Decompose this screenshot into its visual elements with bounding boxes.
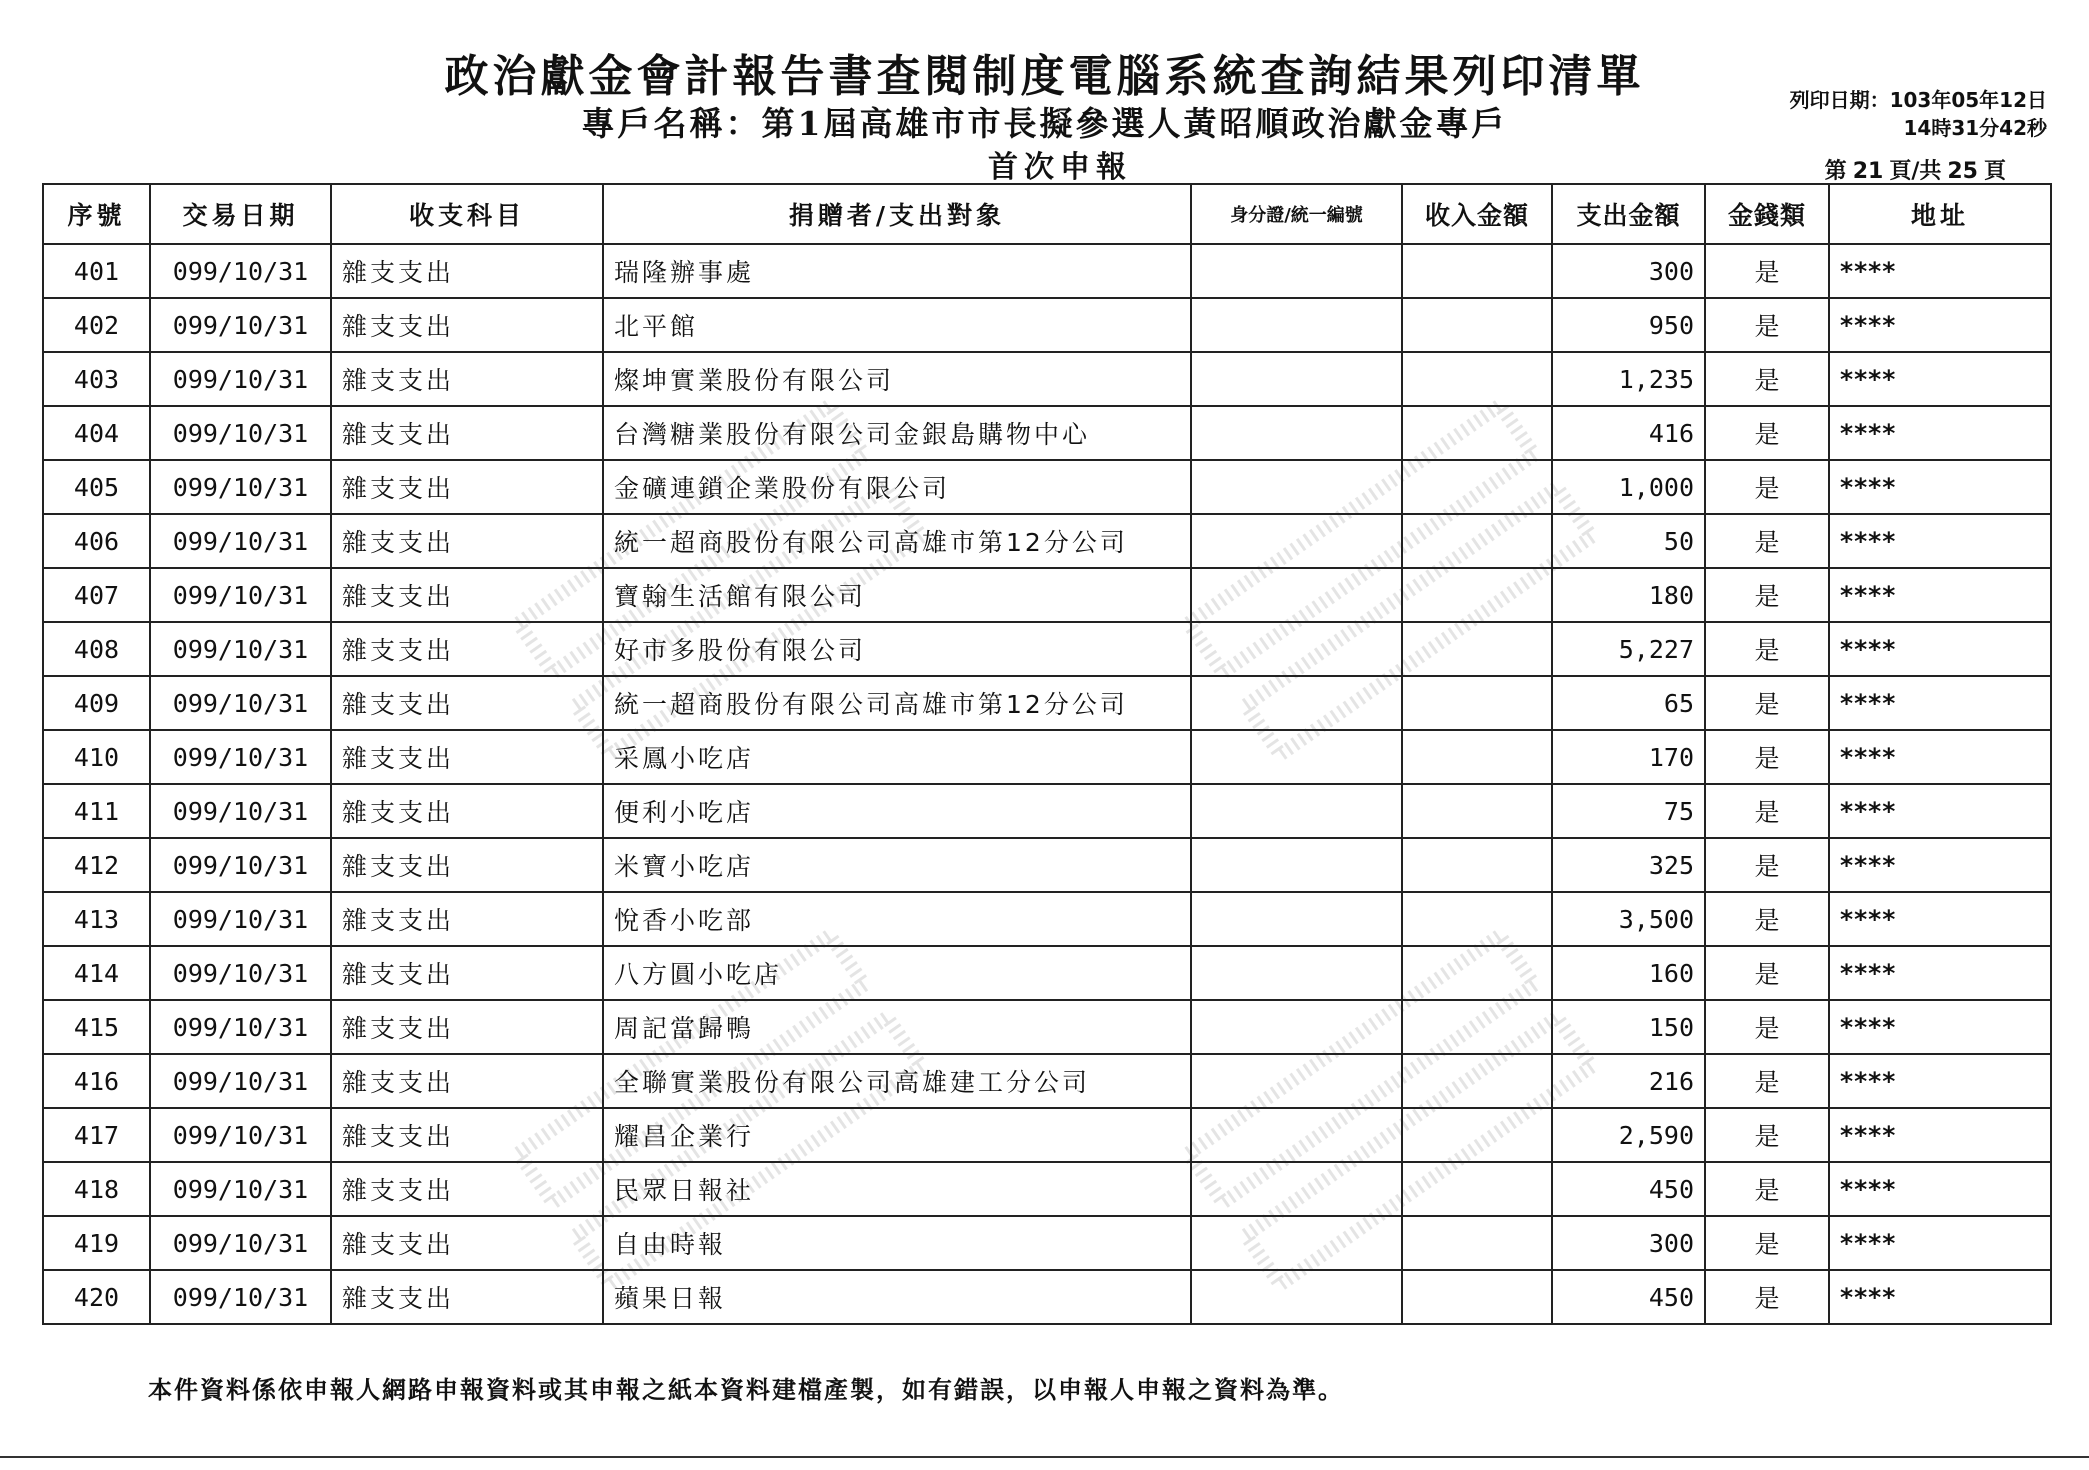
cell-income: [1402, 1108, 1552, 1162]
cell-category: 雜支支出: [331, 352, 603, 406]
cell-category: 雜支支出: [331, 1270, 603, 1324]
account-line: [0, 98, 2089, 145]
cell-party: 八方圓小吃店: [603, 946, 1191, 1000]
cell-id: [1191, 1216, 1402, 1270]
cell-id: [1191, 460, 1402, 514]
cell-date: 099/10/31: [150, 406, 331, 460]
cell-income: [1402, 676, 1552, 730]
cell-no: 419: [43, 1216, 150, 1270]
cell-category: 雜支支出: [331, 892, 603, 946]
cell-expense: 416: [1552, 406, 1705, 460]
cell-address: ****: [1829, 1108, 2051, 1162]
cell-date: 099/10/31: [150, 1108, 331, 1162]
cell-address: ****: [1829, 1270, 2051, 1324]
cell-id: [1191, 676, 1402, 730]
cell-no: 406: [43, 514, 150, 568]
cell-id: [1191, 1108, 1402, 1162]
table-row: [43, 406, 2051, 460]
footer-note: 本件資料係依申報人網路申報資料或其申報之紙本資料建檔產製，如有錯誤，以申報人申報之資料為準。: [148, 1375, 1344, 1404]
cell-category: 雜支支出: [331, 568, 603, 622]
cell-id: [1191, 838, 1402, 892]
cell-cash: 是: [1705, 1162, 1829, 1216]
cell-no: 411: [43, 784, 150, 838]
page-middle: 頁/共: [1889, 159, 1942, 184]
cell-date: 099/10/31: [150, 784, 331, 838]
cell-date: 099/10/31: [150, 676, 331, 730]
account-name: 第1屆高雄市市長擬參選人黃昭順政治獻金專戶: [761, 104, 1508, 143]
cell-cash: 是: [1705, 1000, 1829, 1054]
cell-income: [1402, 244, 1552, 298]
cell-cash: 是: [1705, 568, 1829, 622]
cell-date: 099/10/31: [150, 892, 331, 946]
cell-category: 雜支支出: [331, 460, 603, 514]
cell-income: [1402, 352, 1552, 406]
cell-expense: 450: [1552, 1162, 1705, 1216]
cell-id: [1191, 946, 1402, 1000]
cell-address: ****: [1829, 244, 2051, 298]
cell-category: 雜支支出: [331, 406, 603, 460]
table-row: [43, 892, 2051, 946]
print-time: 14時31分42秒: [1903, 116, 2047, 140]
cell-party: 民眾日報社: [603, 1162, 1191, 1216]
cell-address: ****: [1829, 838, 2051, 892]
cell-category: 雜支支出: [331, 1054, 603, 1108]
cell-expense: 2,590: [1552, 1108, 1705, 1162]
cell-id: [1191, 406, 1402, 460]
table-row: [43, 1108, 2051, 1162]
cell-date: 099/10/31: [150, 1162, 331, 1216]
cell-date: 099/10/31: [150, 730, 331, 784]
cell-cash: 是: [1705, 1270, 1829, 1324]
cell-party: 周記當歸鴨: [603, 1000, 1191, 1054]
cell-cash: 是: [1705, 730, 1829, 784]
cell-cash: 是: [1705, 298, 1829, 352]
col-header-address: 地址: [1829, 184, 2051, 244]
cell-expense: 1,000: [1552, 460, 1705, 514]
cell-address: ****: [1829, 730, 2051, 784]
cell-cash: 是: [1705, 244, 1829, 298]
cell-income: [1402, 892, 1552, 946]
table-row: [43, 622, 2051, 676]
print-date: 103年05年12日: [1889, 88, 2047, 112]
table-row: [43, 730, 2051, 784]
cell-no: 409: [43, 676, 150, 730]
cell-expense: 50: [1552, 514, 1705, 568]
table-row: [43, 1270, 2051, 1324]
cell-cash: 是: [1705, 784, 1829, 838]
cell-category: 雜支支出: [331, 244, 603, 298]
cell-id: [1191, 1054, 1402, 1108]
cell-party: 統一超商股份有限公司高雄市第12分公司: [603, 514, 1191, 568]
cell-income: [1402, 568, 1552, 622]
cell-party: 燦坤實業股份有限公司: [603, 352, 1191, 406]
cell-expense: 180: [1552, 568, 1705, 622]
cell-party: 采鳳小吃店: [603, 730, 1191, 784]
col-header-no: 序號: [43, 184, 150, 244]
cell-cash: 是: [1705, 514, 1829, 568]
cell-category: 雜支支出: [331, 946, 603, 1000]
cell-expense: 950: [1552, 298, 1705, 352]
cell-id: [1191, 1270, 1402, 1324]
cell-address: ****: [1829, 1162, 2051, 1216]
cell-income: [1402, 298, 1552, 352]
cell-date: 099/10/31: [150, 460, 331, 514]
cell-cash: 是: [1705, 1216, 1829, 1270]
cell-id: [1191, 892, 1402, 946]
cell-income: [1402, 1216, 1552, 1270]
cell-no: 408: [43, 622, 150, 676]
cell-expense: 216: [1552, 1054, 1705, 1108]
cell-no: 420: [43, 1270, 150, 1324]
cell-income: [1402, 460, 1552, 514]
cell-date: 099/10/31: [150, 1054, 331, 1108]
cell-address: ****: [1829, 946, 2051, 1000]
table-row: [43, 298, 2051, 352]
cell-party: 台灣糖業股份有限公司金銀島購物中心: [603, 406, 1191, 460]
cell-address: ****: [1829, 1000, 2051, 1054]
table-row: [43, 676, 2051, 730]
cell-no: 414: [43, 946, 150, 1000]
cell-cash: 是: [1705, 460, 1829, 514]
cell-id: [1191, 352, 1402, 406]
table-row: [43, 784, 2051, 838]
table-header-row: [43, 184, 2051, 244]
table-row: [43, 1216, 2051, 1270]
cell-no: 407: [43, 568, 150, 622]
col-header-party: 捐贈者/支出對象: [603, 184, 1191, 244]
cell-expense: 75: [1552, 784, 1705, 838]
cell-category: 雜支支出: [331, 1108, 603, 1162]
cell-address: ****: [1829, 460, 2051, 514]
cell-address: ****: [1829, 1216, 2051, 1270]
cell-expense: 300: [1552, 1216, 1705, 1270]
cell-income: [1402, 406, 1552, 460]
cell-date: 099/10/31: [150, 1216, 331, 1270]
cell-date: 099/10/31: [150, 1270, 331, 1324]
cell-expense: 160: [1552, 946, 1705, 1000]
cell-address: ****: [1829, 298, 2051, 352]
report-type: 首次申報: [988, 150, 1132, 185]
cell-address: ****: [1829, 406, 2051, 460]
cell-date: 099/10/31: [150, 352, 331, 406]
table-row: [43, 568, 2051, 622]
cell-date: 099/10/31: [150, 244, 331, 298]
cell-address: ****: [1829, 352, 2051, 406]
cell-expense: 300: [1552, 244, 1705, 298]
cell-address: ****: [1829, 622, 2051, 676]
table-row: [43, 1054, 2051, 1108]
cell-address: ****: [1829, 784, 2051, 838]
page-indicator: [1822, 154, 2009, 185]
cell-id: [1191, 730, 1402, 784]
cell-party: 北平館: [603, 298, 1191, 352]
cell-address: ****: [1829, 568, 2051, 622]
cell-no: 410: [43, 730, 150, 784]
cell-category: 雜支支出: [331, 838, 603, 892]
cell-category: 雜支支出: [331, 784, 603, 838]
cell-income: [1402, 730, 1552, 784]
cell-cash: 是: [1705, 946, 1829, 1000]
cell-no: 412: [43, 838, 150, 892]
cell-cash: 是: [1705, 352, 1829, 406]
cell-party: 統一超商股份有限公司高雄市第12分公司: [603, 676, 1191, 730]
table-row: [43, 946, 2051, 1000]
cell-date: 099/10/31: [150, 298, 331, 352]
ledger-body: [43, 244, 2051, 1324]
page-current: 21: [1852, 159, 1884, 184]
cell-category: 雜支支出: [331, 1000, 603, 1054]
cell-cash: 是: [1705, 838, 1829, 892]
cell-date: 099/10/31: [150, 568, 331, 622]
col-header-income: 收入金額: [1402, 184, 1552, 244]
cell-party: 好市多股份有限公司: [603, 622, 1191, 676]
cell-address: ****: [1829, 514, 2051, 568]
cell-address: ****: [1829, 676, 2051, 730]
cell-expense: 150: [1552, 1000, 1705, 1054]
cell-income: [1402, 1162, 1552, 1216]
table-row: [43, 460, 2051, 514]
cell-income: [1402, 514, 1552, 568]
cell-id: [1191, 1162, 1402, 1216]
col-header-category: 收支科目: [331, 184, 603, 244]
cell-no: 405: [43, 460, 150, 514]
cell-party: 米寶小吃店: [603, 838, 1191, 892]
cell-expense: 65: [1552, 676, 1705, 730]
cell-date: 099/10/31: [150, 946, 331, 1000]
cell-cash: 是: [1705, 676, 1829, 730]
cell-income: [1402, 838, 1552, 892]
cell-party: 寶翰生活館有限公司: [603, 568, 1191, 622]
cell-no: 402: [43, 298, 150, 352]
account-label: 專戶名稱：: [581, 104, 762, 143]
page-suffix: 頁: [1983, 159, 2006, 184]
cell-id: [1191, 1000, 1402, 1054]
cell-id: [1191, 514, 1402, 568]
cell-party: 全聯實業股份有限公司高雄建工分公司: [603, 1054, 1191, 1108]
cell-party: 蘋果日報: [603, 1270, 1191, 1324]
cell-id: [1191, 244, 1402, 298]
cell-income: [1402, 1000, 1552, 1054]
cell-no: 415: [43, 1000, 150, 1054]
cell-income: [1402, 946, 1552, 1000]
cell-cash: 是: [1705, 892, 1829, 946]
cell-expense: 5,227: [1552, 622, 1705, 676]
report-title: 政治獻金會計報告書查閱制度電腦系統查詢結果列印清單: [444, 51, 1645, 102]
print-date-line: [1790, 86, 2047, 114]
cell-category: 雜支支出: [331, 676, 603, 730]
table-row: [43, 352, 2051, 406]
cell-cash: 是: [1705, 1108, 1829, 1162]
cell-income: [1402, 784, 1552, 838]
cell-category: 雜支支出: [331, 1162, 603, 1216]
cell-income: [1402, 1270, 1552, 1324]
print-info: [1790, 86, 2047, 142]
cell-id: [1191, 622, 1402, 676]
cell-party: 耀昌企業行: [603, 1108, 1191, 1162]
cell-no: 413: [43, 892, 150, 946]
cell-expense: 3,500: [1552, 892, 1705, 946]
print-date-label: 列印日期：: [1789, 88, 1890, 112]
cell-category: 雜支支出: [331, 514, 603, 568]
cell-category: 雜支支出: [331, 298, 603, 352]
cell-category: 雜支支出: [331, 622, 603, 676]
table-row: [43, 514, 2051, 568]
col-header-expense: 支出金額: [1552, 184, 1705, 244]
cell-party: 便利小吃店: [603, 784, 1191, 838]
cell-date: 099/10/31: [150, 1000, 331, 1054]
cell-party: 自由時報: [603, 1216, 1191, 1270]
cell-expense: 325: [1552, 838, 1705, 892]
col-header-date: 交易日期: [150, 184, 331, 244]
table-row: [43, 244, 2051, 298]
page-total: 25: [1947, 159, 1978, 184]
col-header-cash: 金錢類: [1705, 184, 1829, 244]
cell-income: [1402, 1054, 1552, 1108]
cell-party: 金礦連鎖企業股份有限公司: [603, 460, 1191, 514]
cell-cash: 是: [1705, 406, 1829, 460]
col-header-id: 身分證/統一編號: [1191, 184, 1402, 244]
cell-id: [1191, 568, 1402, 622]
cell-address: ****: [1829, 1054, 2051, 1108]
cell-address: ****: [1829, 892, 2051, 946]
cell-no: 418: [43, 1162, 150, 1216]
cell-id: [1191, 784, 1402, 838]
cell-id: [1191, 298, 1402, 352]
cell-expense: 450: [1552, 1270, 1705, 1324]
cell-party: 悅香小吃部: [603, 892, 1191, 946]
cell-expense: 170: [1552, 730, 1705, 784]
table-row: [43, 838, 2051, 892]
cell-no: 416: [43, 1054, 150, 1108]
cell-cash: 是: [1705, 1054, 1829, 1108]
cell-cash: 是: [1705, 622, 1829, 676]
cell-no: 404: [43, 406, 150, 460]
cell-category: 雜支支出: [331, 730, 603, 784]
table-row: [43, 1162, 2051, 1216]
cell-date: 099/10/31: [150, 622, 331, 676]
ledger-table: [42, 183, 2052, 1325]
cell-expense: 1,235: [1552, 352, 1705, 406]
cell-category: 雜支支出: [331, 1216, 603, 1270]
table-row: [43, 1000, 2051, 1054]
cell-date: 099/10/31: [150, 514, 331, 568]
page-prefix: 第: [1824, 159, 1847, 184]
cell-no: 417: [43, 1108, 150, 1162]
cell-income: [1402, 622, 1552, 676]
cell-date: 099/10/31: [150, 838, 331, 892]
page-bottom-rule: [0, 1456, 2089, 1458]
cell-no: 401: [43, 244, 150, 298]
cell-no: 403: [43, 352, 150, 406]
cell-party: 瑞隆辦事處: [603, 244, 1191, 298]
